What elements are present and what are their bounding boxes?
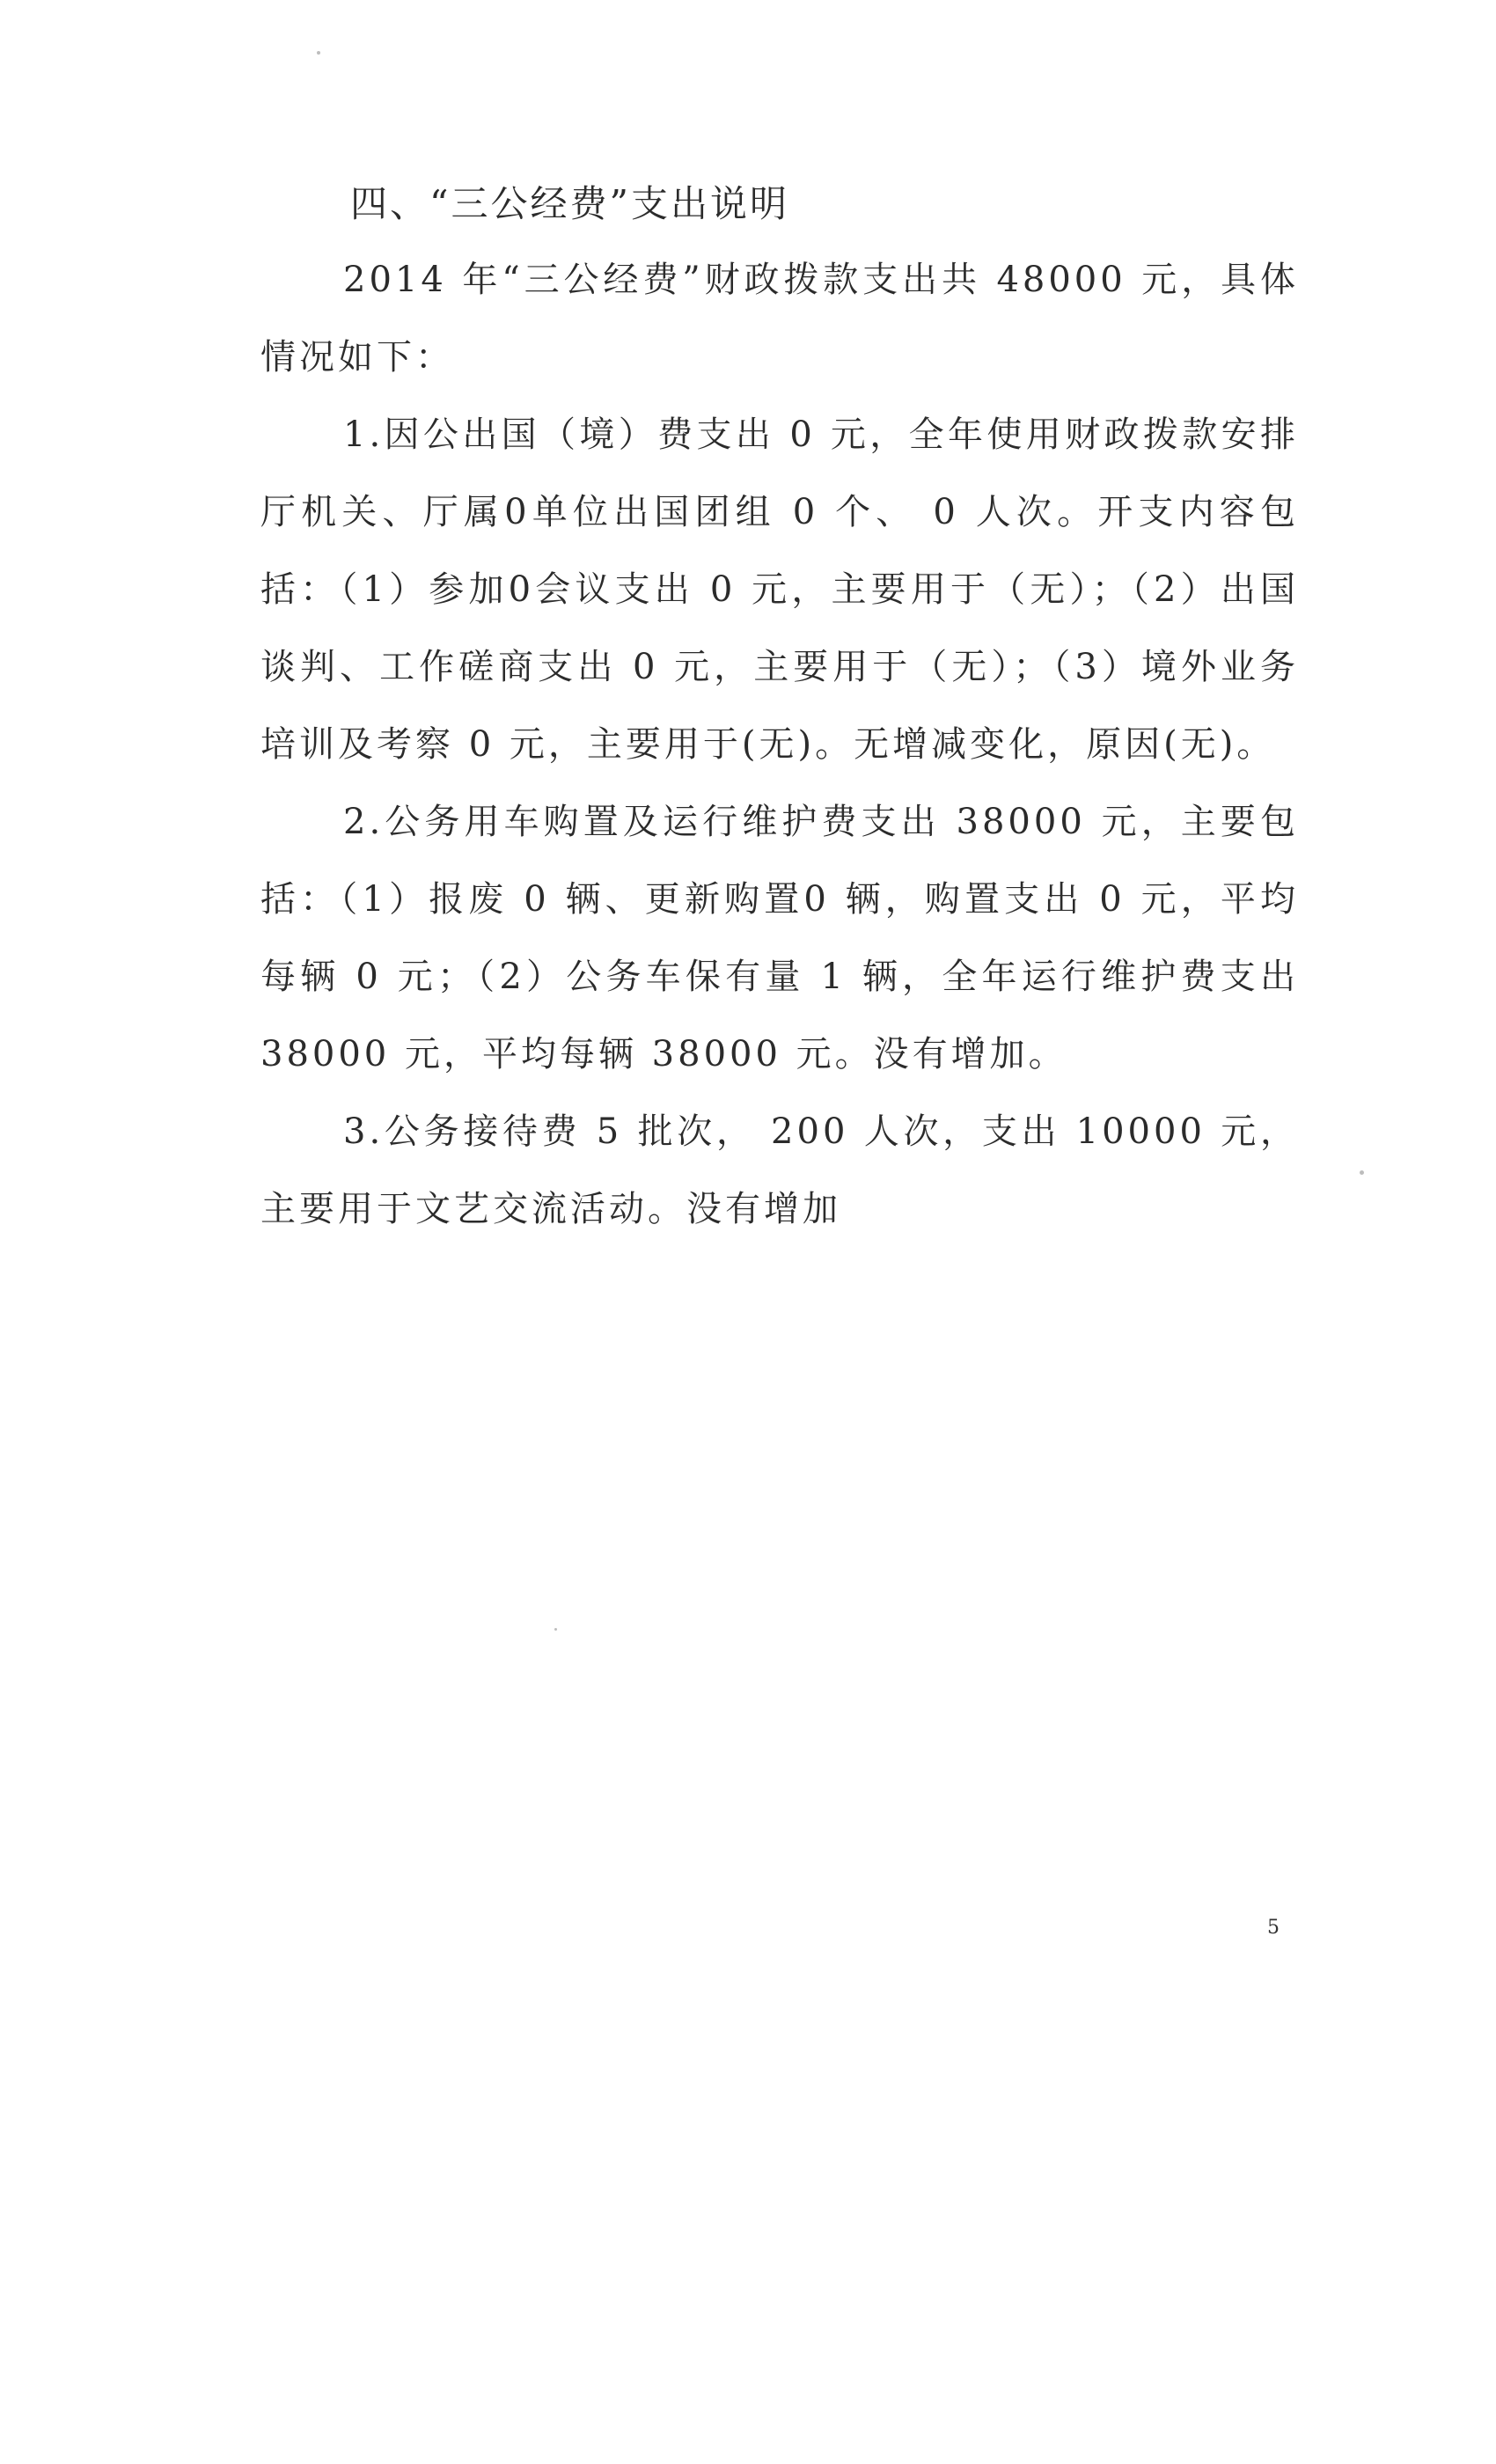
paragraph-overseas-travel: 1.因公出国（境）费支出 0 元，全年使用财政拨款安排厅机关、厅属0单位出国团组 0 个、 0 人次。开支内容包括：（1）参加0会议支出 0 元，主要用于（无）；（2）出国谈判、工作磋商支出 0 元，主要用于（无）；（3）境外业务培训及考察 0 元，主要用于(无)。无增减变化，原因(无)。 [260, 414, 1299, 765]
scan-speck [1360, 1170, 1364, 1175]
page-number: 5 [1267, 1917, 1280, 1939]
paragraph-official-vehicles: 2.公务用车购置及运行维护费支出 38000 元，主要包括：（1）报废 0 辆、更新购置0 辆，购置支出 0 元，平均每辆 0 元；（2）公务车保有量 1 辆，全年运行维护费支出 38000 元，平均每辆 38000 元。没有增加。 [260, 802, 1299, 1074]
document-body [260, 167, 1299, 1248]
paragraph-official-reception: 3.公务接待费 5 批次， 200 人次，支出 10000 元，主要用于文艺交流活动。没有增加 [260, 1111, 1299, 1229]
paragraph-summary: 2014 年“三公经费”财政拨款支出共 48000 元，具体情况如下： [260, 260, 1299, 378]
scan-speck [554, 1628, 557, 1631]
scan-speck [317, 51, 320, 55]
section-heading: 四、“三公经费”支出说明 [350, 182, 789, 225]
